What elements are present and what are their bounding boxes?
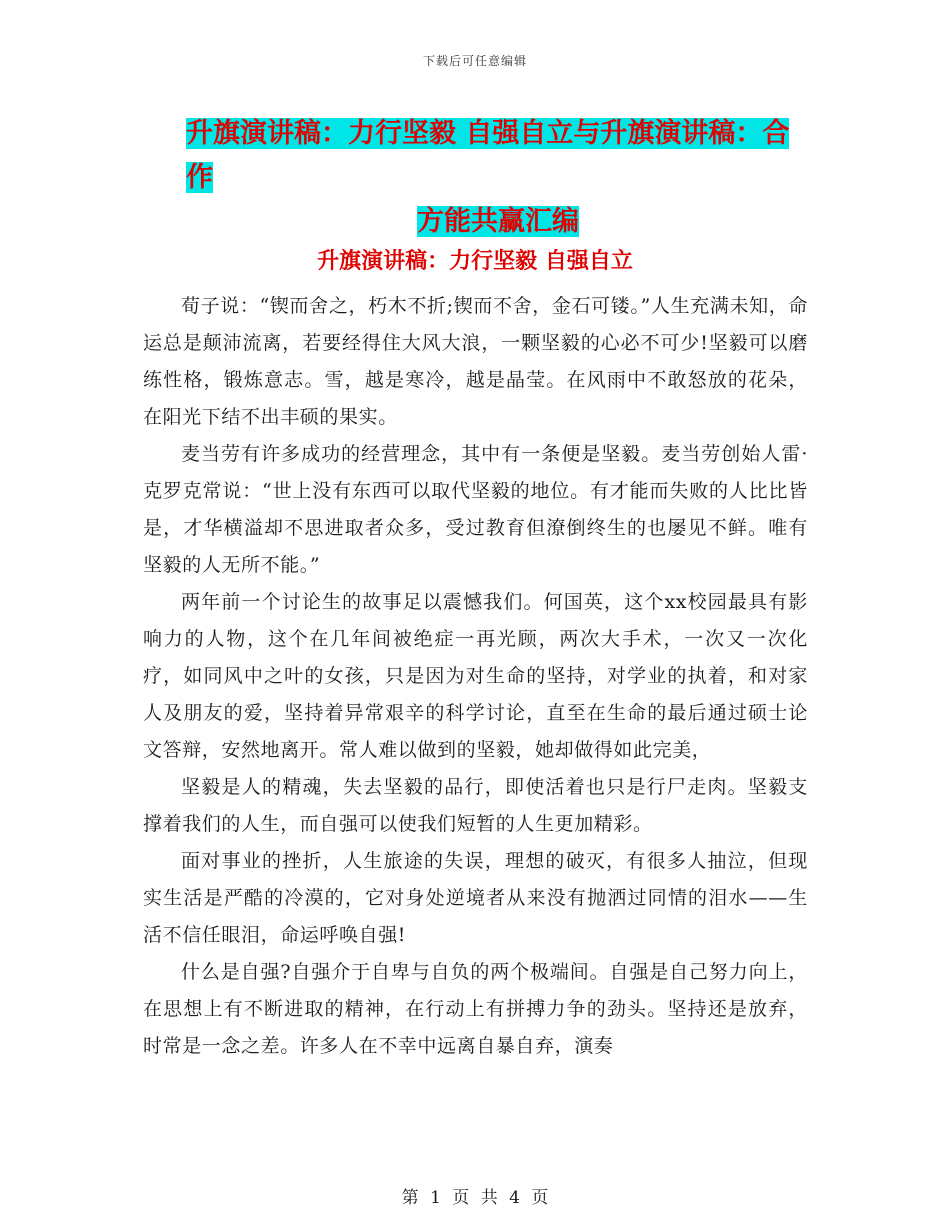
paragraph-3: 两年前一个讨论生的故事足以震憾我们。何国英，这个xx校园最具有影响力的人物，这个在几年间被绝症一再光顾，两次大手术，一次又一次化疗，如同风中之叶的女孩，只是因为对生命的坚持，对学业的执着，和对家人及朋友的爱，坚持着异常艰辛的科学讨论，直至在生命的最后通过硕士论文答辩，安然地离开。常人难以做到的坚毅，她却做得如此完美， — [143, 591, 808, 761]
download-note: 下载后可任意编辑 — [422, 54, 527, 68]
paragraph-4: 坚毅是人的精魂，失去坚毅的品行，即使活着也只是行尸走肉。坚毅支撑着我们的人生，而自强可以使我们短暂的人生更加精彩。 — [143, 776, 808, 835]
paragraph-5: 面对事业的挫折，人生旅途的失误，理想的破灭，有很多人抽泣，但现实生活是严酷的冷漠的，它对身处逆境者从来没有抛洒过同情的泪水——生活不信任眼泪，命运呼唤自强! — [143, 850, 808, 946]
section-title: 升旗演讲稿：力行坚毅 自强自立 — [317, 249, 633, 274]
document-title-line-1: 升旗演讲稿：力行坚毅 自强自立与升旗演讲稿：合作 — [186, 118, 790, 193]
paragraph-2: 麦当劳有许多成功的经营理念，其中有一条便是坚毅。麦当劳创始人雷·克罗克常说：“世上没有东西可以取代坚毅的地位。有才能而失败的人比比皆是，才华横溢却不思进取者众多，受过教育但潦倒终生的也屡见不鲜。唯有坚毅的人无所不能。” — [143, 443, 808, 576]
page-number: 第 1 页 共 4 页 — [401, 1188, 549, 1208]
paragraph-1: 荀子说：“锲而舍之，朽木不折;锲而不舍，金石可镂。”人生充满未知，命运总是颠沛流离，若要经得住大风大浪，一颗坚毅的心必不可少!坚毅可以磨练性格，锻炼意志。雪，越是寒冷，越是晶莹。在风雨中不敢怒放的花朵，在阳光下结不出丰硕的果实。 — [143, 295, 808, 428]
paragraph-6: 什么是自强?自强介于自卑与自负的两个极端间。自强是自己努力向上，在思想上有不断进取的精神，在行动上有拼搏力争的劲头。坚持还是放弃，时常是一念之差。许多人在不幸中远离自暴自弃，演奏 — [143, 961, 808, 1057]
body-text — [143, 288, 808, 1065]
document-title — [186, 112, 810, 244]
document-title-line-2: 方能共赢汇编 — [417, 206, 579, 237]
